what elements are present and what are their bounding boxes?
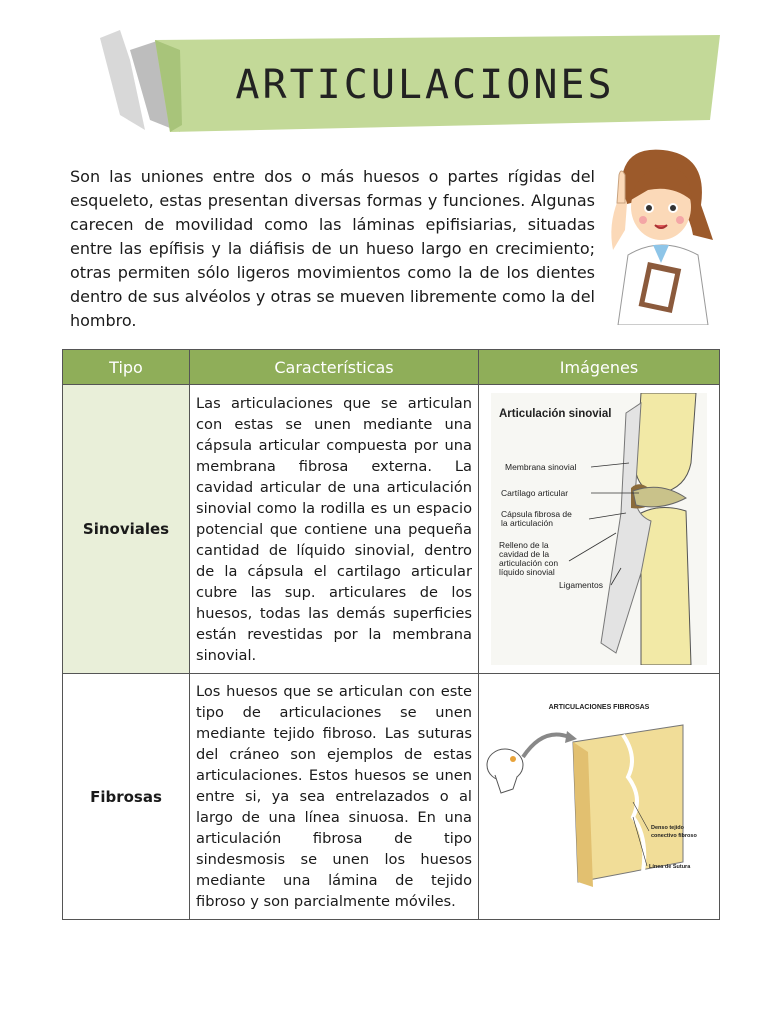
label-ligamentos: Ligamentos (559, 580, 603, 590)
label-sutura: Línea de Sutura (649, 863, 691, 870)
label-capsula-2: la articulación (501, 518, 553, 528)
tipo-cell: Fibrosas (63, 674, 190, 920)
label-relleno-4: líquido sinovial (499, 567, 555, 577)
table-row (63, 385, 720, 674)
caracteristicas-cell: Las articulaciones que se articulan con estas se unen mediante una cápsula articular compuesta por una membrana fibrosa externa. La cavidad articular de una articulación sinovial como la rodilla es un espacio potencial que contiene una pequeña cantidad de líquido sinovial, dentro de la cápsula el cartilago articular cubre las sup. articulares de los huesos, todas las demás superficies están revestidas por la membrana sinovial. (190, 385, 479, 674)
teacher-illustration (603, 145, 718, 325)
caracteristicas-cell: Los huesos que se articulan con este tipo de articulaciones se unen mediante tejido fibroso. Las suturas del cráneo son ejemplos de estas articulaciones. Estos huesos se unen entre si, ya sea entrelazados o al largo de una línea sinuosa. En una articulación fibrosa de tipo sindesmosis se unen los huesos mediante una lámina de tejido fibroso y son parcialmente móviles. (190, 674, 479, 920)
figure-title: ARTICULACIONES FIBROSAS (548, 703, 650, 711)
label-relleno-2: cavidad de la (499, 549, 550, 559)
header-imagenes: Imágenes (479, 350, 720, 385)
page-title: ARTICULACIONES (235, 62, 615, 108)
table-row (63, 674, 720, 920)
header-tipo: Tipo (63, 350, 190, 385)
label-capsula-1: Cápsula fibrosa de (501, 509, 572, 519)
label-relleno-3: articulación con (499, 558, 559, 568)
fibrous-joint-figure (483, 697, 715, 897)
label-relleno-1: Relleno de la (499, 540, 549, 550)
header-caracteristicas: Características (190, 350, 479, 385)
label-denso-2: conectivo fibroso (651, 832, 697, 839)
tipo-cell: Sinoviales (63, 385, 190, 674)
intro-paragraph: Son las uniones entre dos o más huesos o partes rígidas del esqueleto, estas presentan diversas formas y funciones. Algunas carecen de movilidad como las láminas epifisiarias, situadas entre las epífisis y la diáfisis de un hueso largo en crecimiento; otras permiten sólo ligeros movimientos como la de los dientes dentro de sus alvéolos y otras se mueven libremente como la del hombro. (70, 167, 595, 330)
label-denso-1: Denso tejido (651, 824, 685, 831)
imagen-cell (479, 674, 720, 920)
label-membrana: Membrana sinovial (505, 462, 577, 472)
label-cartilago: Cartílago articular (501, 488, 569, 498)
imagen-cell (479, 385, 720, 674)
articulaciones-table (62, 349, 720, 920)
synovial-joint-figure (491, 393, 707, 665)
figure-title: Articulación sinovial (499, 408, 612, 420)
